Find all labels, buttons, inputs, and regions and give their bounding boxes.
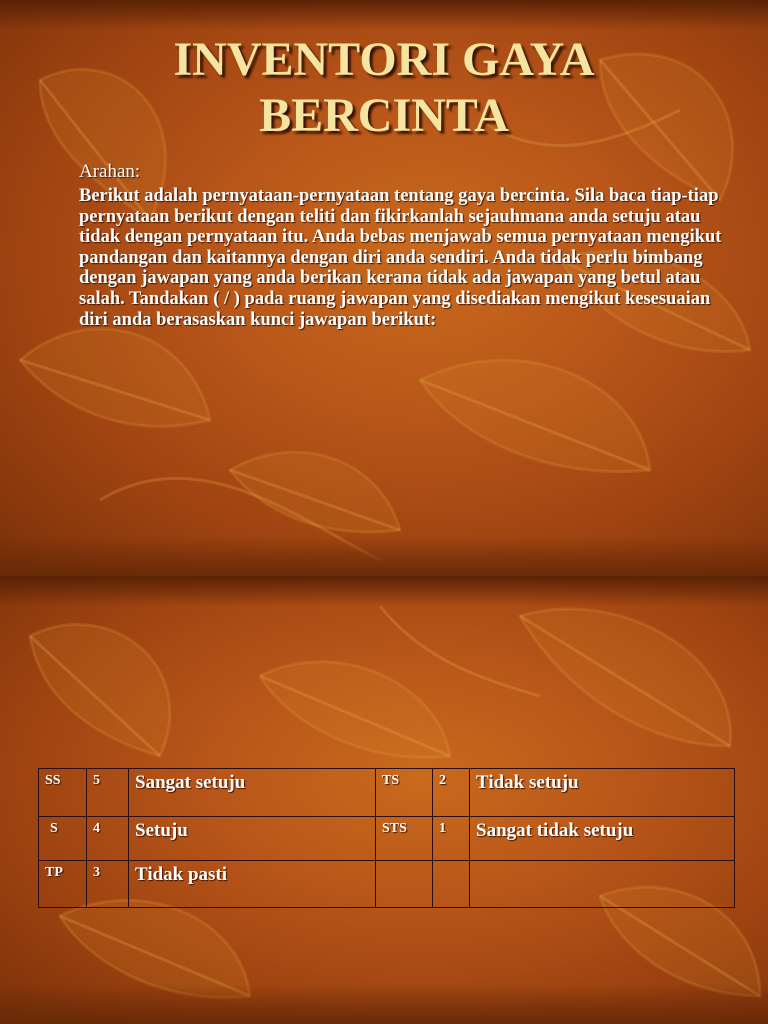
key-description: Sangat tidak setuju [470, 817, 735, 861]
key-description: Tidak setuju [470, 769, 735, 817]
key-description [470, 861, 735, 908]
table-row [39, 861, 735, 908]
top-shade [0, 0, 768, 30]
key-score: 2 [433, 769, 470, 817]
key-code: STS [376, 817, 433, 861]
key-score: 1 [433, 817, 470, 861]
directions-text: Berikut adalah pernyataan-pernyataan tentang gaya bercinta. Sila baca tiap-tiap pernyataan berikut dengan teliti dan fikirkanlah sejauhmana anda setuju atau tidak dengan pernyataan itu. Anda bebas menjawab semua pernyataan mengikut pandangan dan kaitannya dengan diri anda sendiri. Anda tidak perlu bimbang dengan jawapan yang anda berikan kerana tidak ada jawapan yang betul atau salah. Tandakan ( / ) pada ruang jawapan yang disediakan mengikut kesesuaian diri anda berasaskan kunci jawapan berikut: [79, 186, 722, 330]
directions-label: Arahan: [79, 161, 141, 182]
slide-title [0, 32, 768, 144]
key-description: Tidak pasti [129, 861, 376, 908]
key-description: Setuju [129, 817, 376, 861]
slide-2 [0, 576, 768, 1024]
key-score: 4 [87, 817, 129, 861]
key-code: SS [39, 769, 87, 817]
title-line-1: INVENTORI GAYA [173, 33, 595, 86]
table-row [39, 769, 735, 817]
key-score: 3 [87, 861, 129, 908]
key-score [433, 861, 470, 908]
key-code [376, 861, 433, 908]
key-code: TS [376, 769, 433, 817]
table-row [39, 817, 735, 861]
key-code: S [39, 817, 87, 861]
bottom-shade [0, 984, 768, 1024]
key-code: TP [39, 861, 87, 908]
answer-key-table [38, 768, 735, 908]
title-line-2: BERCINTA [259, 89, 509, 142]
top-shade [0, 576, 768, 606]
bottom-shade [0, 536, 768, 576]
key-score: 5 [87, 769, 129, 817]
key-description: Sangat setuju [129, 769, 376, 817]
